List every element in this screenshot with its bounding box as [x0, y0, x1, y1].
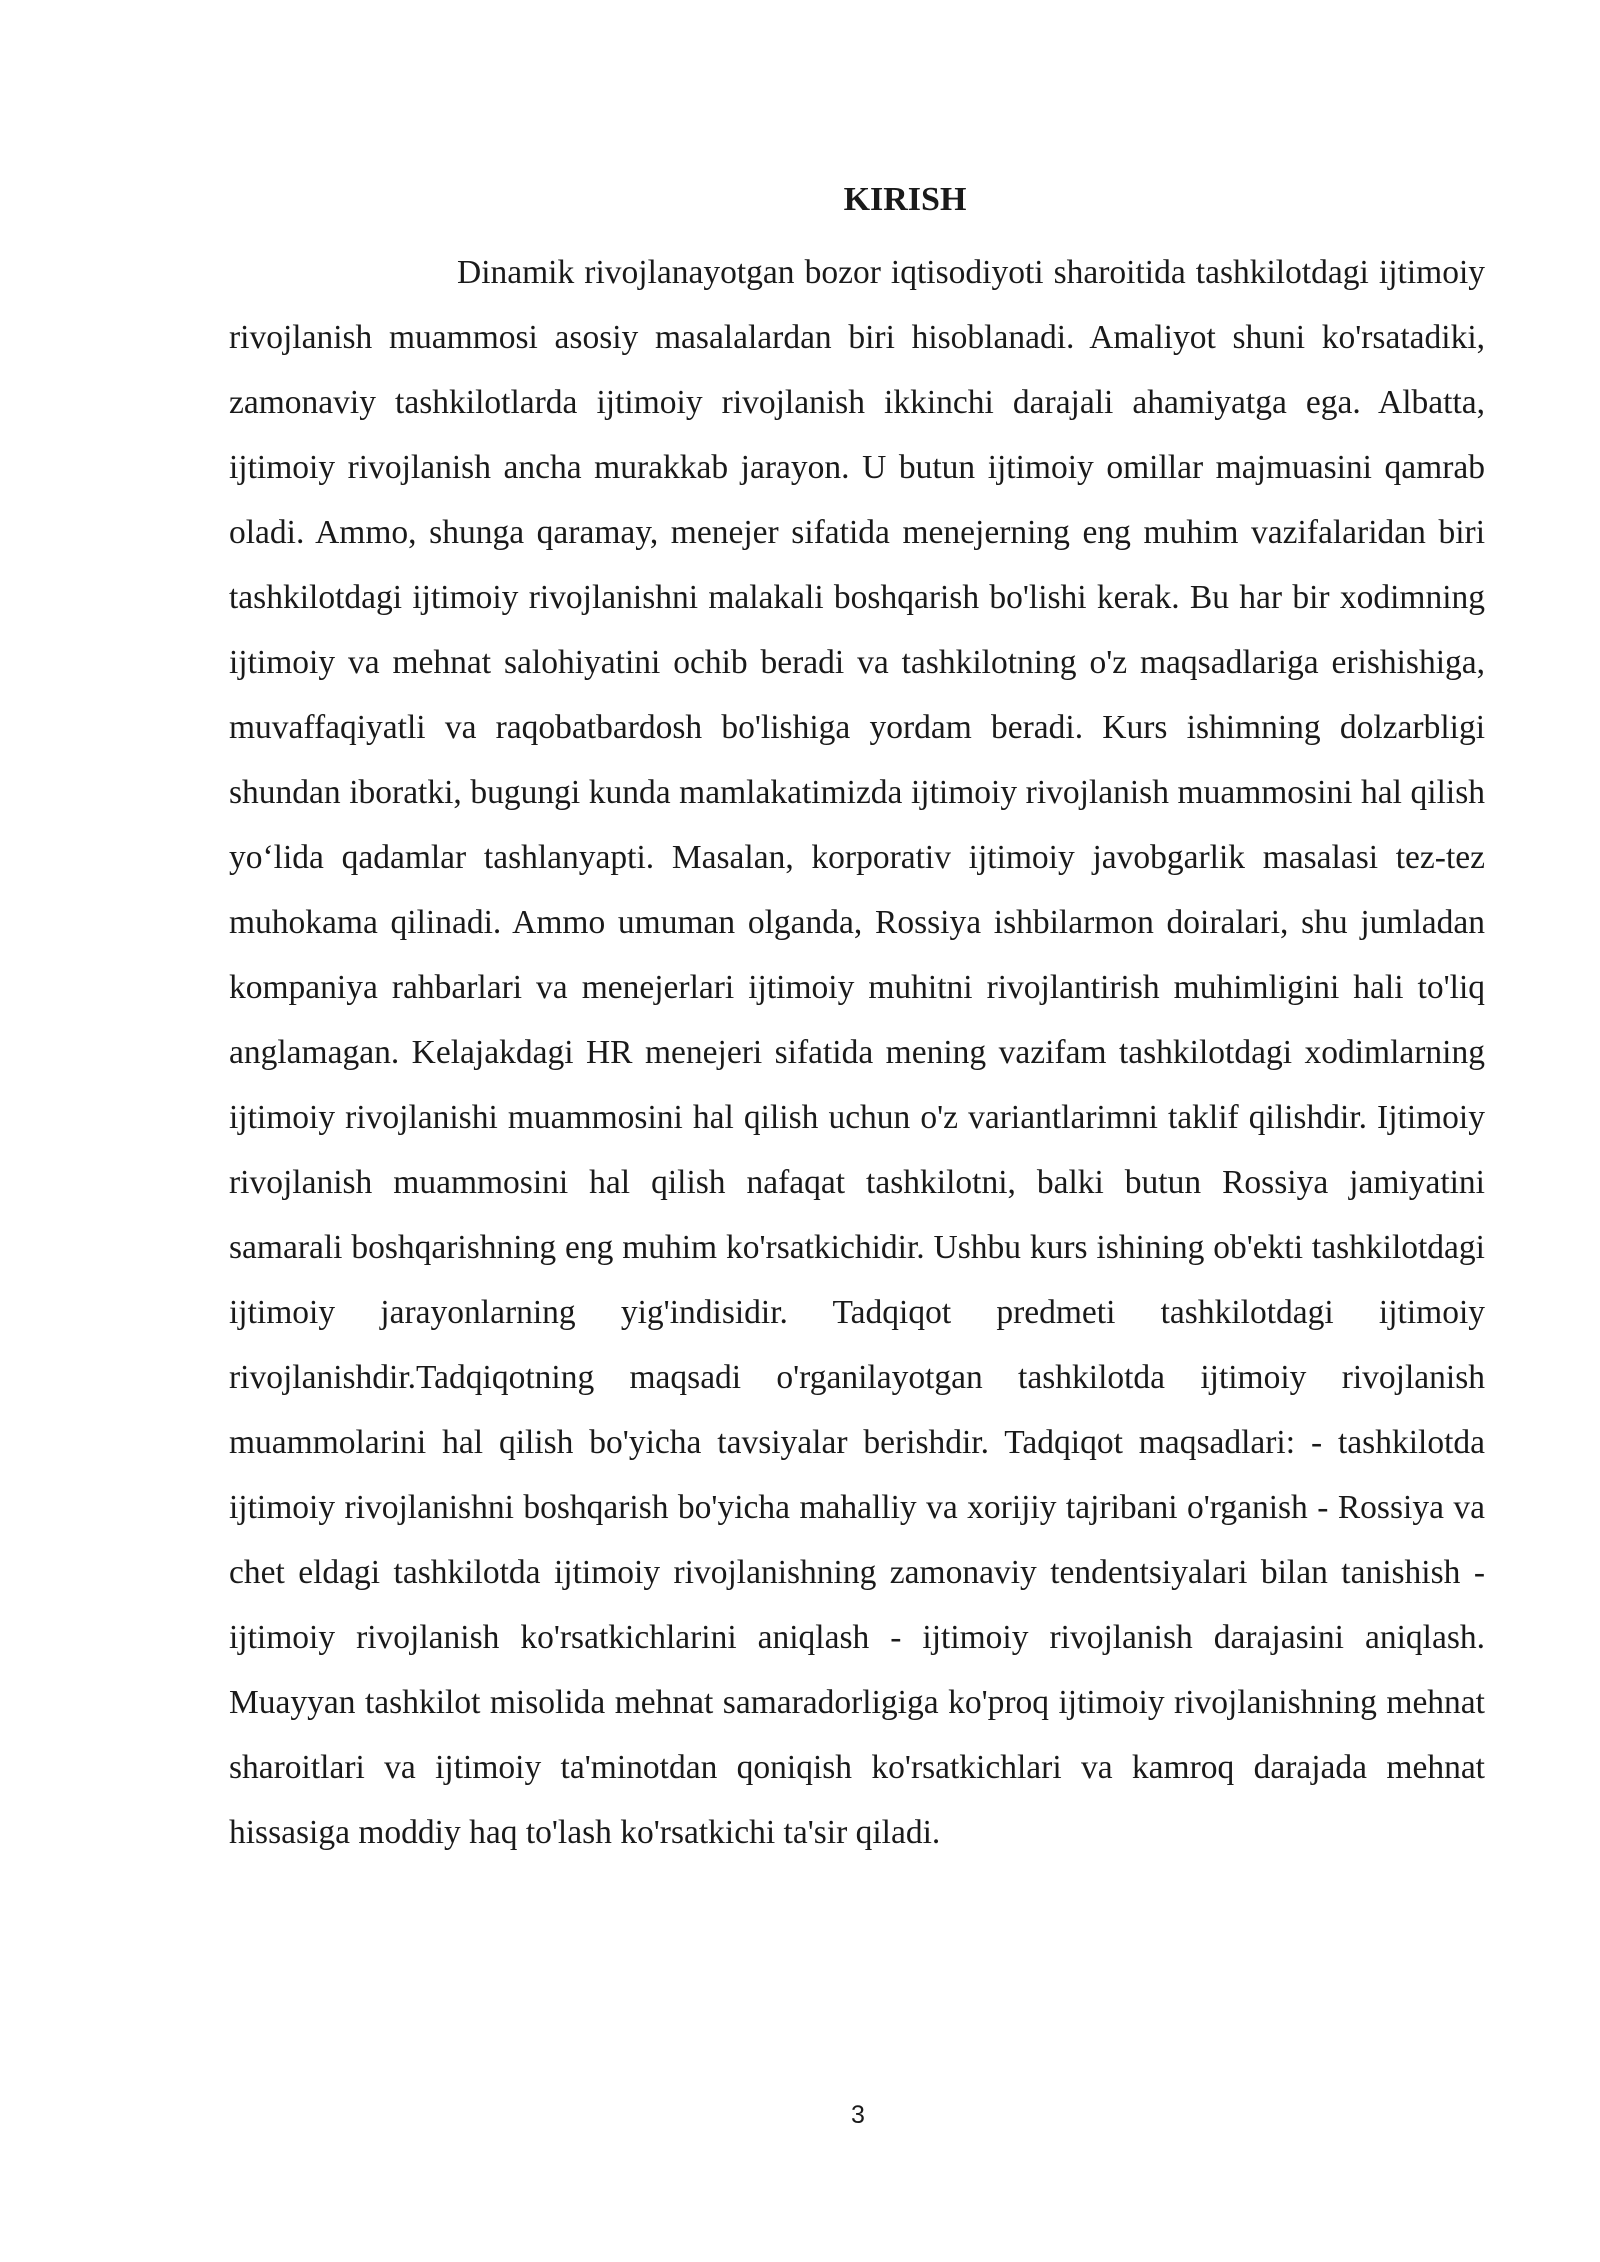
section-heading: KIRISH [843, 181, 967, 218]
body-paragraph: Dinamik rivojlanayotgan bozor iqtisodiyoti sharoitida tashkilotdagi ijtimoiy rivojlanish muammosi asosiy masalalardan biri hisoblanadi. Amaliyot shuni ko'rsatadiki, zamonaviy tashkilotlarda ijtimoiy rivojlanish ikkinchi darajali ahamiyatga ega. Albatta, ijtimoiy rivojlanish ancha murakkab jarayon. U butun ijtimoiy omillar majmuasini qamrab oladi. Ammo, shunga qaramay, menejer sifatida menejerning eng muhim vazifalaridan biri tashkilotdagi ijtimoiy rivojlanishni malakali boshqarish bo'lishi kerak. Bu har bir xodimning ijtimoiy va mehnat salohiyatini ochib beradi va tashkilotning o'z maqsadlariga erishishiga, muvaffaqiyatli va raqobatbardosh bo'lishiga yordam beradi. Kurs ishimning dolzarbligi shundan iboratki, bugungi kunda mamlakatimizda ijtimoiy rivojlanish muammosini hal qilish yo‘lida qadamlar tashlanyapti. Masalan, korporativ ijtimoiy javobgarlik masalasi tez-tez muhokama qilinadi. Ammo umuman olganda, Rossiya ishbilarmon doiralari, shu jumladan kompaniya rahbarlari va menejerlari ijtimoiy muhitni rivojlantirish muhimligini hali to'liq anglamagan. Kelajakdagi HR menejeri sifatida mening vazifam tashkilotdagi xodimlarning ijtimoiy rivojlanishi muammosini hal qilish uchun o'z variantlarimni taklif qilishdir. Ijtimoiy rivojlanish muammosini hal qilish nafaqat tashkilotni, balki butun Rossiya jamiyatini samarali boshqarishning eng muhim ko'rsatkichidir. Ushbu kurs ishining ob'ekti tashkilotdagi ijtimoiy jarayonlarning yig'indisidir. Tadqiqot predmeti tashkilotdagi ijtimoiy rivojlanishdir.Tadqiqotning maqsadi o'rganilayotgan tashkilotda ijtimoiy rivojlanish muammolarini hal qilish bo'yicha tavsiyalar berishdir. Tadqiqot maqsadlari: - tashkilotda ijtimoiy rivojlanishni boshqarish bo'yicha mahalliy va xorijiy tajribani o'rganish - Rossiya va chet eldagi tashkilotda ijtimoiy rivojlanishning zamonaviy tendentsiyalari bilan tanishish - ijtimoiy rivojlanish ko'rsatkichlarini aniqlash - ijtimoiy rivojlanish darajasini aniqlash. Muayyan tashkilot misolida mehnat samaradorligiga ko'proq ijtimoiy rivojlanishning mehnat sharoitlari va ijtimoiy ta'minotdan qoniqish ko'rsatkichlari va kamroq darajada mehnat hissasiga moddiy haq to'lash ko'rsatkichi ta'sir qiladi. [229, 254, 1485, 1851]
page-number: 3 [851, 2101, 865, 2129]
